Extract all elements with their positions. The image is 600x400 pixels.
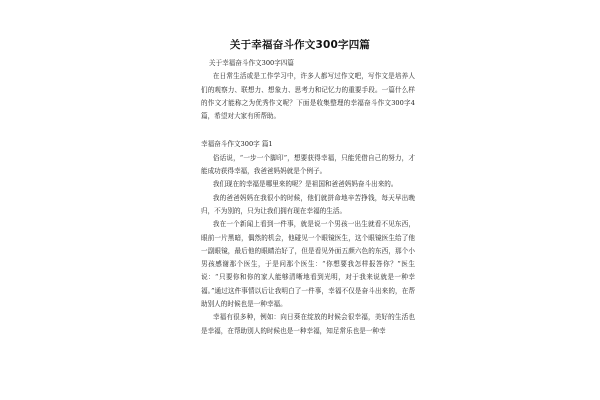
body-paragraph: 我的爸爸妈妈在我很小的时候，他们就拼命地辛苦挣钱，每天早出晚归，不为别的，只为让我们拥有现在幸福的生活。 [201, 193, 415, 215]
body-paragraph: 我们现在的幸福是哪里来的呢？是祖国和爸爸妈妈奋斗出来的。 [212, 180, 398, 189]
body-paragraph: 俗话说，“一步一个脚印”，想要获得幸福，只能凭借自己的努力，才能成功获得幸福，我爸爸妈妈就是个例子。 [201, 153, 415, 176]
document-subtitle: 关于幸福奋斗作文300字四篇 [208, 59, 295, 67]
body-paragraph: 幸福有很多种，例如：向日葵在绽放的时候会很幸福，美好的生活也是幸福，在帮助别人的时候也是一种幸福，知足常乐也是一种幸 [201, 313, 415, 335]
document-title: 关于幸福奋斗作文300字四篇 [229, 39, 371, 51]
document-body [201, 57, 415, 338]
intro-paragraph: 在日常生活或是工作学习中，许多人都写过作文吧，写作文是培养人们的观察力、联想力、想象力、思考力和记忆力的重要手段。一篇什么样的作文才能称之为优秀作文呢？下面是收集整理的幸福奋斗作文300字4篇，希望对大家有所帮助。 [201, 72, 415, 121]
section-heading: 幸福奋斗作文300字 篇1 [201, 140, 273, 149]
body-paragraph: 我在一个新闻上看到一件事，就是说一个男孩一出生就看不见东西，眼前一片黑暗，偶然的机会，他碰见一个眼镜医生，这个眼镜医生给了他一副眼镜，最后他的眼睛治好了，但是看见外面五颜六色的东西，那个小男孩感谢那个医生，于是问那个医生：“你想要我怎样报答你？”医生说：“只要你和你的家人能够清晰地看到光明，对于我来说就是一种幸福。”通过这件事情以后让我明白了一件事，幸福不仅是奋斗出来的，在帮助别人的时候也是一种幸福。 [201, 220, 415, 309]
